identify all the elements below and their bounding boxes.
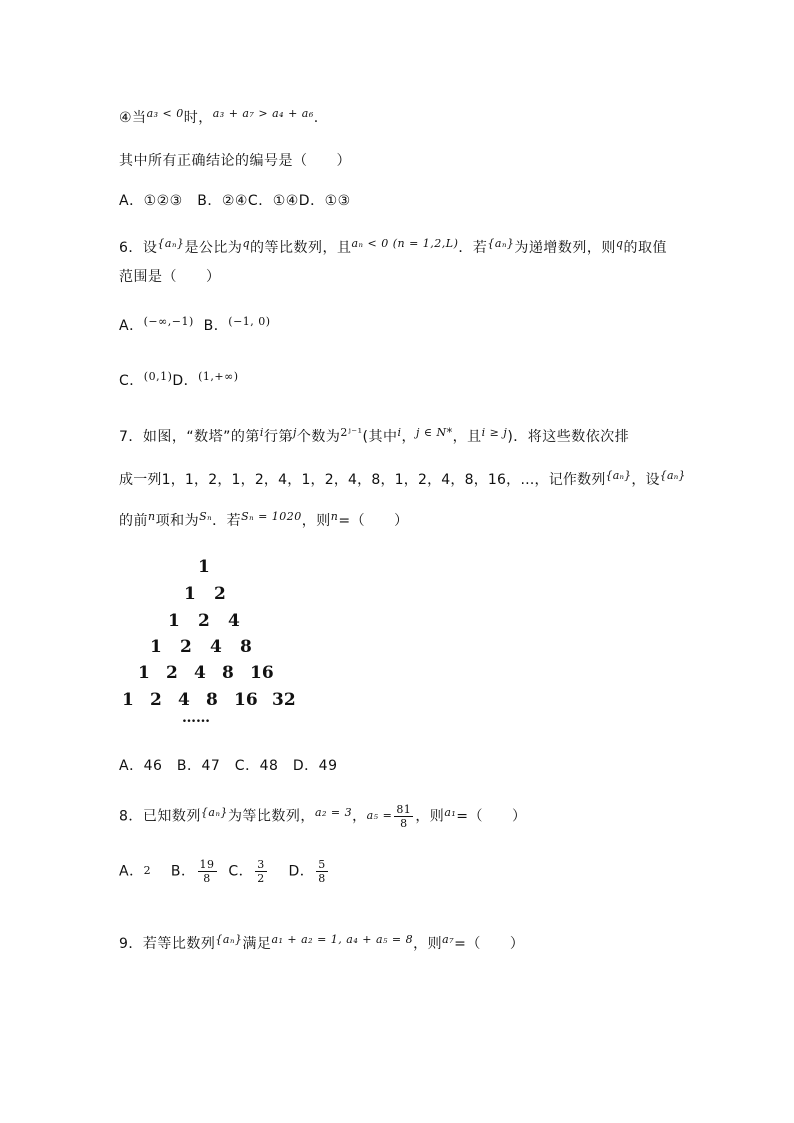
tower-cell: 2 xyxy=(214,584,226,604)
tower-cell: 2 xyxy=(198,611,210,631)
q9-text: 9．若等比数列 xyxy=(119,936,216,952)
q7-j-domain: j ∈ N* xyxy=(416,426,453,439)
q8-a5-fraction xyxy=(394,803,413,830)
q6-option-b-value: (−1, 0) xyxy=(228,315,271,328)
q9-condition: a₁ + a₂ = 1, a₄ + a₅ = 8 xyxy=(271,933,414,946)
item4-condition: a₃ < 0 xyxy=(146,107,184,120)
q6-text: 是公比为 xyxy=(184,240,243,256)
q8-a2: a₂ = 3 xyxy=(314,805,353,819)
q9-text: ，则 xyxy=(413,936,443,952)
q7-seq: {aₙ} xyxy=(605,469,632,482)
q8-option-b-fraction xyxy=(198,858,217,885)
fraction-numerator: 19 xyxy=(199,858,215,871)
q8-option-a-label: A． xyxy=(119,863,144,880)
q6-option-d-value: (1,+∞) xyxy=(198,370,239,383)
q6-ratio: q xyxy=(615,237,624,250)
q6-text: 为递增数列，则 xyxy=(514,240,616,256)
fraction-numerator: 5 xyxy=(318,858,326,871)
q8-text: =（ ） xyxy=(456,808,527,825)
tower-cell: 8 xyxy=(206,690,218,710)
q6-option-a-value: (−∞,−1) xyxy=(143,315,194,328)
q6-text: ．若 xyxy=(458,240,488,256)
tower-cell: 4 xyxy=(178,690,190,710)
q6-option-b-label: B． xyxy=(203,318,229,334)
q8-stem xyxy=(119,803,527,830)
tower-cell: 16 xyxy=(250,663,274,683)
q7-i-ge-j: i ≥ j xyxy=(481,426,508,439)
q9-a7: a₇ xyxy=(442,933,455,946)
q9-stem xyxy=(119,934,524,955)
q6-option-a-label: A． xyxy=(119,318,144,334)
q7-options: A．46 B．47 C．48 D．49 xyxy=(119,758,338,774)
q6-option-d-label: D． xyxy=(172,373,199,389)
tower-cell: 2 xyxy=(180,637,192,657)
q9-seq: {aₙ} xyxy=(215,933,243,946)
q6-option-c-value: (0,1) xyxy=(143,370,173,383)
q7-sn: Sₙ xyxy=(199,510,213,523)
fraction-numerator: 3 xyxy=(257,858,265,871)
q7-stem-line1 xyxy=(119,427,629,448)
fraction-denominator: 8 xyxy=(203,872,211,885)
tower-cell: 8 xyxy=(222,663,234,683)
q7-text: 个数为 xyxy=(296,429,341,445)
fraction-denominator: 8 xyxy=(318,872,326,885)
q7-text: 项和为 xyxy=(155,513,200,529)
q7-text: =（ ） xyxy=(338,513,409,529)
fraction-numerator: 81 xyxy=(396,803,412,816)
q7-n: n xyxy=(148,510,156,523)
q7-text: 7．如图，“数塔”的第 xyxy=(119,429,260,445)
tower-cell: 16 xyxy=(234,690,258,710)
q9-text: =（ ） xyxy=(454,936,525,952)
q8-option-a-value: 2 xyxy=(143,863,152,877)
tower-cell: 4 xyxy=(194,663,206,683)
q6-condition: aₙ < 0 (n = 1,2,L) xyxy=(351,237,459,250)
q8-a1: a₁ xyxy=(444,805,457,819)
q8-text: ， xyxy=(352,808,367,825)
q7-i: i xyxy=(259,426,264,439)
q8-options xyxy=(119,858,330,885)
q7-stem-line3 xyxy=(119,511,409,532)
q7-text: 的前 xyxy=(119,513,148,529)
fraction-denominator: 2 xyxy=(257,872,265,885)
q7-text: (其中 xyxy=(362,429,398,445)
q8-option-c-label: C． xyxy=(228,863,254,880)
tower-cell: 1 xyxy=(122,690,134,710)
q6-text: 6．设 xyxy=(119,240,158,256)
tower-cell: 2 xyxy=(150,690,162,710)
tower-cell: 32 xyxy=(272,690,296,710)
q7-text: 行第 xyxy=(263,429,293,445)
q7-n: n xyxy=(330,510,339,523)
q8-text: 8．已知数列 xyxy=(119,808,201,825)
q6-ratio: q xyxy=(242,237,250,250)
q9-text: 满足 xyxy=(242,936,272,952)
question-ask: 其中所有正确结论的编号是（ ） xyxy=(119,153,351,169)
item4-end: . xyxy=(313,110,319,126)
q7-text: ， xyxy=(401,429,416,445)
question-options: A．①②③ B．②④C．①④D．①③ xyxy=(119,193,351,209)
q7-j: j xyxy=(292,426,297,439)
q7-sn-equation: Sₙ = 1020 xyxy=(241,510,302,523)
q6-seq: {aₙ} xyxy=(157,237,185,250)
q7-text: ，且 xyxy=(452,429,482,445)
q8-option-b-label: B． xyxy=(170,863,196,880)
q8-seq: {aₙ} xyxy=(200,805,228,819)
q6-text: 的等比数列，且 xyxy=(249,240,352,256)
q8-text: ，则 xyxy=(415,808,445,825)
tower-cell: 1 xyxy=(198,557,210,577)
item-4 xyxy=(119,108,319,129)
q6-options-ab xyxy=(119,316,271,337)
tower-cell: 8 xyxy=(240,637,252,657)
q7-text: 成一列1，1，2，1，2，4，1，2，4，8，1，2，4，8，16，…，记作数列 xyxy=(119,472,606,488)
tower-ellipsis: …… xyxy=(182,710,210,726)
q6-stem-line1 xyxy=(119,238,667,259)
tower-cell: 1 xyxy=(138,663,150,683)
q6-seq: {aₙ} xyxy=(487,237,515,250)
q8-text: 为等比数列， xyxy=(227,808,315,825)
q7-i: i xyxy=(397,426,402,439)
q7-stem-line2 xyxy=(119,470,686,491)
q7-text: ，则 xyxy=(301,513,331,529)
fraction-denominator: 8 xyxy=(400,817,408,830)
q7-text: ．若 xyxy=(212,513,242,529)
q6-stem-line2: 范围是（ ） xyxy=(119,269,221,285)
tower-cell: 1 xyxy=(184,584,196,604)
tower-cell: 1 xyxy=(150,637,162,657)
q7-seq: {aₙ} xyxy=(659,469,686,482)
item4-text-mid: 时， xyxy=(183,110,213,126)
q6-options-cd xyxy=(119,371,239,392)
tower-cell: 2 xyxy=(166,663,178,683)
q7-text: )．将这些数依次排 xyxy=(507,429,630,445)
q7-expression: 2ʲ⁻¹ xyxy=(340,426,363,439)
q7-text: ，设 xyxy=(631,472,660,488)
q6-text: 的取值 xyxy=(623,240,667,256)
tower-cell: 1 xyxy=(168,611,180,631)
item4-text: ④当 xyxy=(119,110,147,126)
tower-cell: 4 xyxy=(210,637,222,657)
q8-option-d-label: D． xyxy=(288,863,315,880)
q8-option-c-fraction xyxy=(255,858,267,885)
tower-cell: 4 xyxy=(228,611,240,631)
q8-a5: a₅ = xyxy=(366,808,393,822)
q8-option-d-fraction xyxy=(316,858,328,885)
item4-inequality: a₃ + a₇ > a₄ + a₆ xyxy=(212,107,314,120)
q6-option-c-label: C． xyxy=(119,373,144,389)
